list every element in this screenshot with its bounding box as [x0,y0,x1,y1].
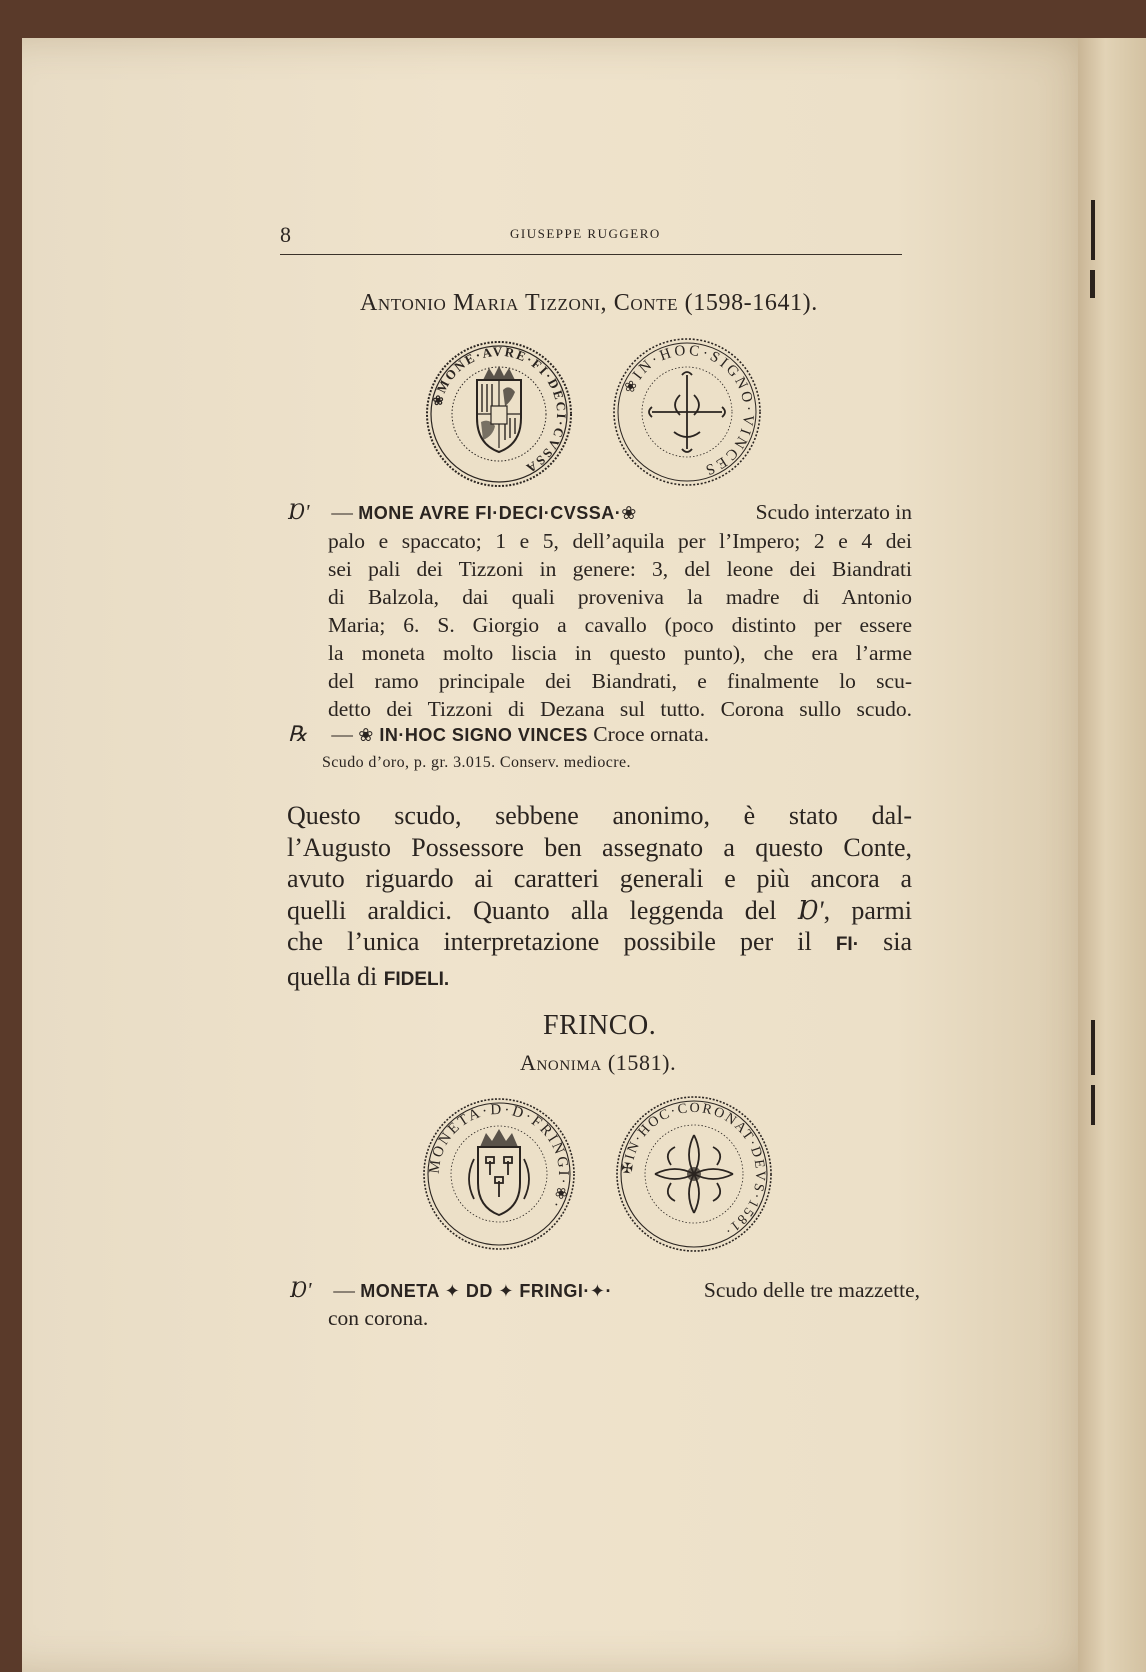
running-head: GIUSEPPE RUGGERO [510,226,661,241]
coin2-legend: ❀IN·HOC·SIGNO·VINCES [621,342,757,479]
body-paragraph [287,800,912,995]
page-number: 8 [280,222,291,247]
coin-reverse-tizzoni-image [612,337,762,487]
paragraph-line-6-text: quella di [287,961,378,991]
frinco-desc-line2: con corona. [328,1306,429,1330]
paragraph-line-5-text: che l’unica interpretazione possibile per il [287,927,812,956]
desc-line: sei pali dei Tizzoni in genere: 3, del leone dei Biandrati [328,557,912,581]
obverse-legend-frinco: MONETA ✦ DD ✦ FRINGI·✦· [360,1281,612,1301]
inline-marker: Ɒ' [797,895,824,925]
reverse-marker: ℞ [288,722,308,746]
coin3-legend: MONETA·D·D·FRINGI·❀· [426,1101,572,1213]
desc-line: del ramo principale dei Biandrati, e finalmente lo scu- [328,669,912,693]
inline-legend-fideli: FIDELI. [383,968,450,990]
desc-line: Scudo interzato in [755,500,912,524]
paragraph-line: l’Augusto Possessore ben assegnato a questo Conte, [287,832,912,862]
paragraph-line-4-text: quelli araldici. Quanto alla leggenda del [287,895,777,925]
section-subtitle-anonima: Anonima (1581). [520,1050,677,1075]
section-title-frinco: FRINCO. [543,1010,657,1041]
coin1-legend: ❀MONE·AVRE·FI·DECI·CVSSA [429,343,570,478]
desc-line: Maria; 6. S. Giorgio a cavallo (poco distinto per essere [328,613,912,637]
obverse-marker: Ɒ' [288,500,310,524]
obverse-marker-frinco: Ɒ' [290,1278,312,1302]
dash: — [331,722,353,746]
obverse-description-frinco [290,1276,920,1305]
paragraph-line [287,895,912,927]
paragraph-line: Questo scudo, sebbene anonimo, è stato dal- [287,801,912,830]
paragraph-line [287,961,912,996]
paragraph-line [287,926,912,961]
coin4-legend: ✠IN·HOC·CORONAT·DEVS·1581· [620,1100,768,1239]
paragraph-line: avuto riguardo ai caratteri generali e più ancora a [287,864,912,893]
reverse-legend: ❀ IN·HOC SIGNO VINCES [358,725,588,745]
coin-obverse-tizzoni-image [425,340,573,488]
dash: — [333,1278,355,1302]
header-rule [280,254,902,255]
desc-line: detto dei Tizzoni di Dezana sul tutto. Corona sullo scudo. [328,697,912,721]
coin-obverse-frinco-image [422,1097,576,1251]
paragraph-line-4-end: , parmi [823,895,912,925]
desc-line: palo e spaccato; 1 e 5, dell’aquila per l’Impero; 2 e 4 dei [328,529,912,553]
coin-reverse-frinco-image [615,1095,773,1253]
paragraph-line-5-end: sia [883,927,913,956]
dash: — [331,500,353,524]
next-page-edge [1078,38,1146,1672]
section-title-tizzoni: Antonio Maria Tizzoni, Conte (1598-1641). [360,290,818,316]
desc-line: la moneta molto liscia in questo punto), che era l’arme [328,641,912,665]
desc-line: di Balzola, dai quali proveniva la madre di Antonio [328,585,912,609]
reverse-description-tizzoni [288,722,709,747]
weight-note: Scudo d’oro, p. gr. 3.015. Conserv. mediocre. [322,754,631,771]
obverse-legend: MONE AVRE FI·DECI·CVSSA·❀ [358,503,637,523]
reverse-text: Croce ornata. [593,722,710,746]
inline-legend-fi: FI· [835,934,860,955]
obverse-description-tizzoni [288,498,912,723]
frinco-desc-text: Scudo delle tre mazzette, [703,1278,920,1302]
